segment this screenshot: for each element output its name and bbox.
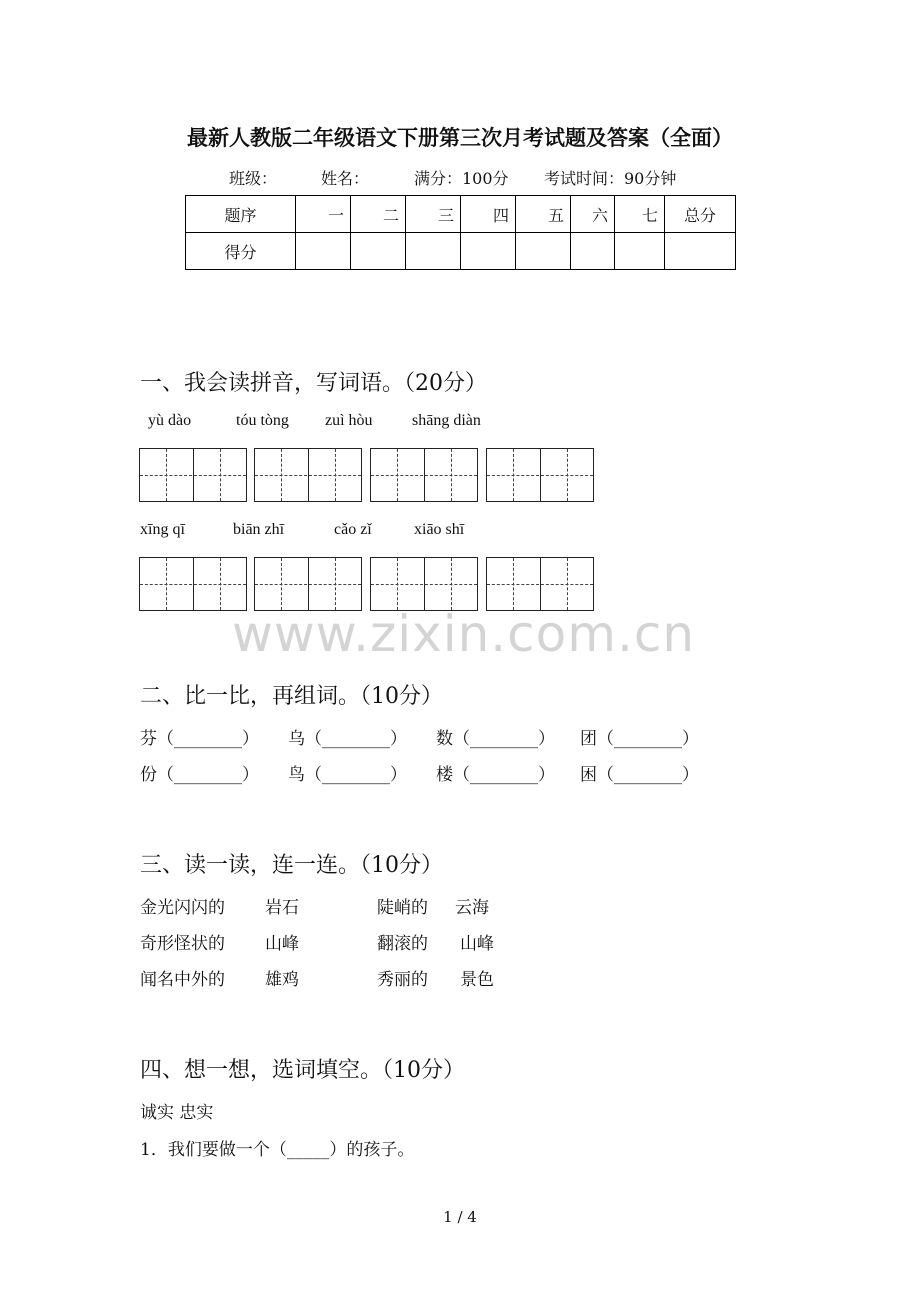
writing-grid-box[interactable] <box>370 448 478 502</box>
exam-time: 考试时间：90分钟 <box>544 169 677 188</box>
match-word[interactable]: 翻滚的 <box>377 934 428 954</box>
pinyin-label: xīng qī <box>140 521 185 538</box>
score-header-cell: 题序 <box>186 196 296 233</box>
score-input-cell[interactable] <box>406 233 461 270</box>
score-input-cell[interactable] <box>461 233 516 270</box>
score-input-cell[interactable] <box>296 233 351 270</box>
section1-heading: 一、我会读拼音，写词语。（20分） <box>140 371 487 396</box>
match-word[interactable]: 山峰 <box>460 934 494 954</box>
score-table-header-row <box>186 196 736 233</box>
pinyin-label: cǎo zǐ <box>334 521 372 538</box>
class-label: 班级： <box>229 169 278 188</box>
compare-item[interactable]: 楼（________） <box>436 765 555 785</box>
match-word[interactable]: 雄鸡 <box>265 970 299 990</box>
section4-heading: 四、想一想，选词填空。（10分） <box>140 1058 465 1083</box>
pinyin-label: yù dào <box>148 412 192 429</box>
score-input-cell[interactable] <box>615 233 665 270</box>
score-header-cell: 一 <box>296 196 351 233</box>
score-header-cell: 二 <box>351 196 406 233</box>
writing-grid-box[interactable] <box>139 557 247 611</box>
match-word[interactable]: 景色 <box>460 970 494 990</box>
compare-item[interactable]: 困（________） <box>580 765 699 785</box>
word-choices: 诚实 忠实 <box>140 1103 214 1123</box>
score-table <box>185 195 736 270</box>
compare-item[interactable]: 份（________） <box>140 765 259 785</box>
score-header-cell: 四 <box>461 196 516 233</box>
score-input-cell[interactable] <box>351 233 406 270</box>
section3-heading: 三、读一读，连一连。（10分） <box>140 853 443 878</box>
pinyin-label: zuì hòu <box>325 412 373 429</box>
score-row-label: 得分 <box>186 233 296 270</box>
compare-item[interactable]: 数（________） <box>436 729 555 749</box>
name-label: 姓名： <box>321 169 370 188</box>
score-header-cell: 七 <box>615 196 665 233</box>
compare-item[interactable]: 芬（________） <box>140 729 259 749</box>
score-input-cell[interactable] <box>516 233 571 270</box>
section2-heading: 二、比一比，再组词。（10分） <box>140 684 443 709</box>
match-word[interactable]: 秀丽的 <box>377 970 428 990</box>
writing-grid-box[interactable] <box>254 557 362 611</box>
watermark: www.zixin.com.cn <box>232 605 696 663</box>
match-word[interactable]: 陡峭的 <box>377 898 428 918</box>
score-header-cell: 总分 <box>665 196 736 233</box>
writing-grid-box[interactable] <box>370 557 478 611</box>
pinyin-label: tóu tòng <box>236 412 289 429</box>
writing-grid-box[interactable] <box>486 448 594 502</box>
match-word[interactable]: 山峰 <box>265 934 299 954</box>
match-word[interactable]: 云海 <box>455 898 489 918</box>
score-table-score-row <box>186 233 736 270</box>
pinyin-label: biān zhī <box>233 521 285 538</box>
pinyin-label: shāng diàn <box>412 412 481 429</box>
writing-grid-box[interactable] <box>254 448 362 502</box>
score-input-cell[interactable] <box>665 233 736 270</box>
full-score: 满分：100分 <box>414 169 509 188</box>
compare-item[interactable]: 鸟（________） <box>288 765 407 785</box>
writing-grid-box[interactable] <box>139 448 247 502</box>
score-header-cell: 三 <box>406 196 461 233</box>
writing-grid-box[interactable] <box>486 557 594 611</box>
question-1[interactable]: 1．我们要做一个（_____）的孩子。 <box>140 1140 415 1160</box>
page-title: 最新人教版二年级语文下册第三次月考试题及答案（全面） <box>187 125 733 150</box>
compare-item[interactable]: 乌（________） <box>288 729 407 749</box>
match-word[interactable]: 金光闪闪的 <box>140 898 225 918</box>
match-word[interactable]: 岩石 <box>265 898 299 918</box>
match-word[interactable]: 奇形怪状的 <box>140 934 225 954</box>
page-number: 1 / 4 <box>443 1208 477 1226</box>
score-input-cell[interactable] <box>571 233 615 270</box>
score-header-cell: 五 <box>516 196 571 233</box>
compare-item[interactable]: 团（________） <box>580 729 699 749</box>
pinyin-label: xiāo shī <box>414 521 465 538</box>
match-word[interactable]: 闻名中外的 <box>140 970 225 990</box>
score-header-cell: 六 <box>571 196 615 233</box>
